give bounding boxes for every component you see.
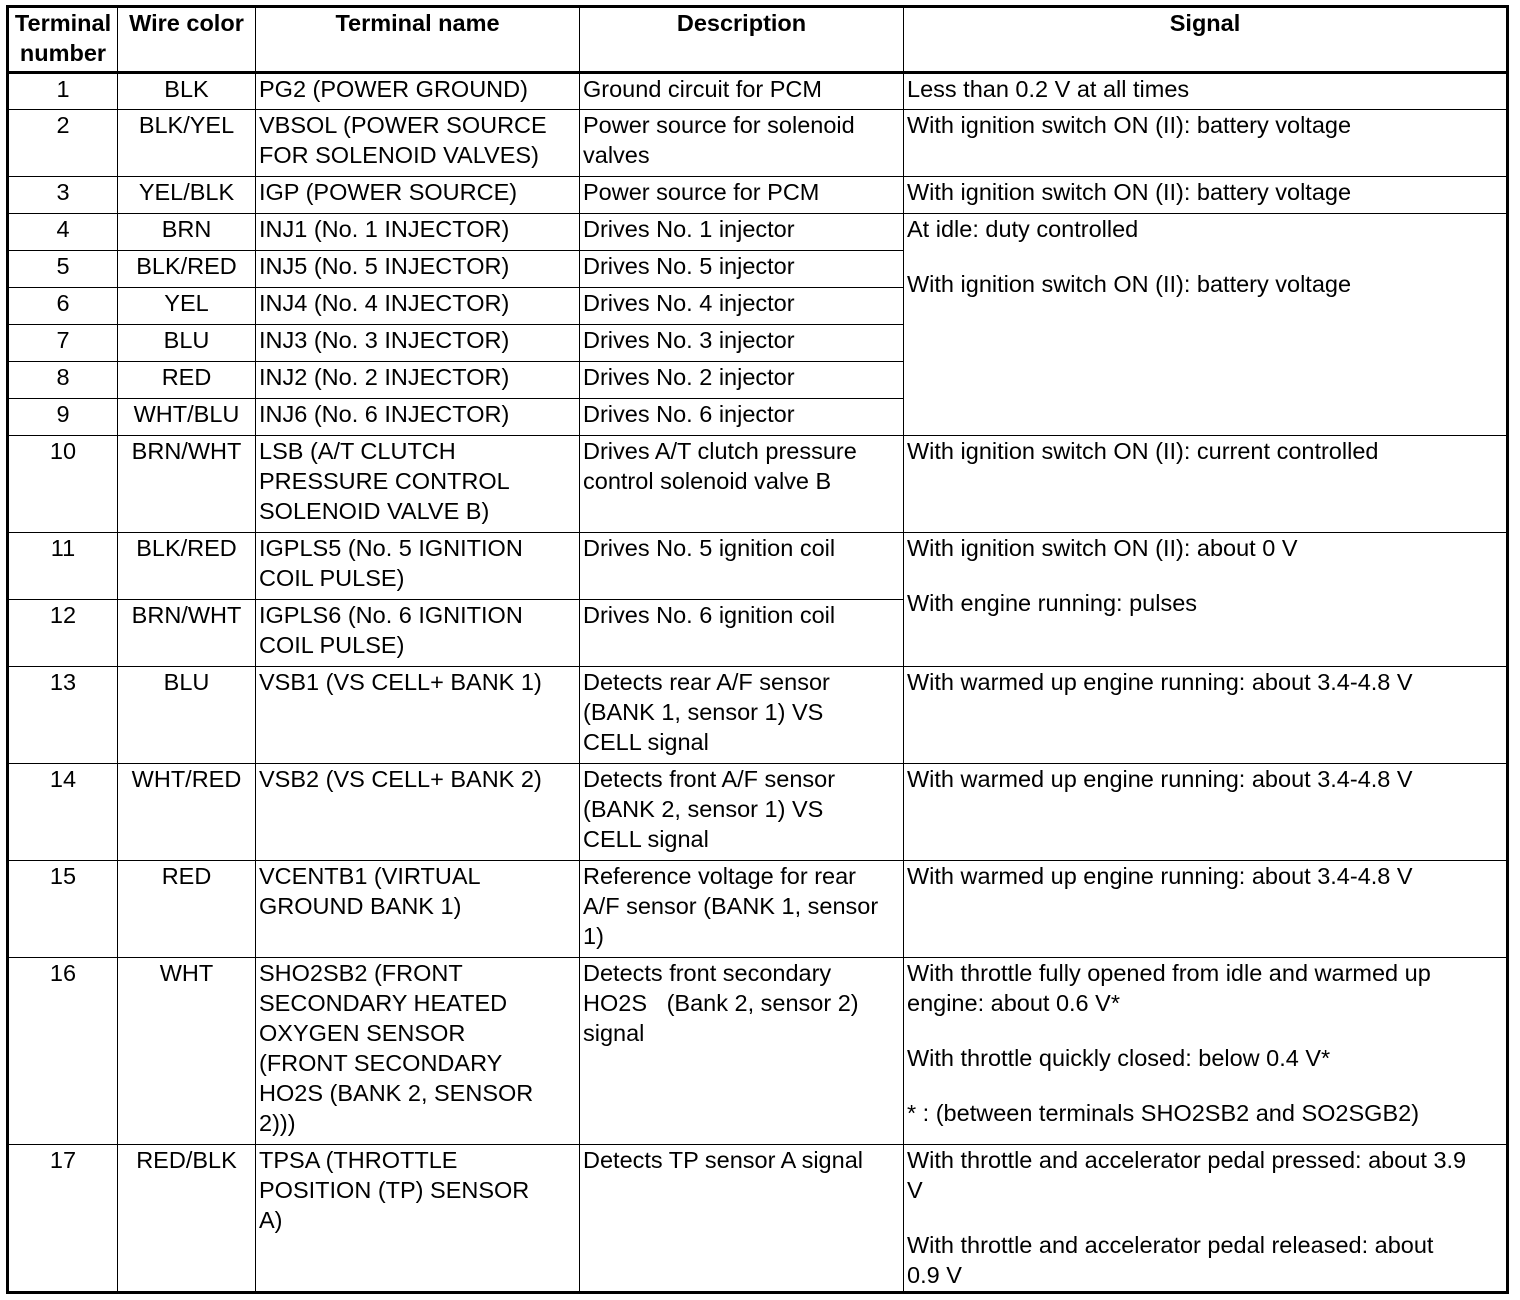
terminal-number: 7 — [8, 325, 118, 362]
description: Drives No. 6 ignition coil — [580, 600, 904, 667]
terminal-name: INJ5 (No. 5 INJECTOR) — [256, 251, 580, 288]
header-wire-color: Wire color — [118, 7, 256, 73]
terminal-number: 4 — [8, 214, 118, 251]
terminal-number: 2 — [8, 110, 118, 177]
description: Drives No. 2 injector — [580, 362, 904, 399]
wire-color: YEL — [118, 288, 256, 325]
terminal-number: 12 — [8, 600, 118, 667]
table-row — [8, 214, 1508, 251]
terminal-number: 8 — [8, 362, 118, 399]
table-row — [8, 958, 1508, 1145]
terminal-number: 3 — [8, 177, 118, 214]
terminal-name: LSB (A/T CLUTCH PRESSURE CONTROL SOLENOID VALVE B) — [256, 436, 580, 533]
description: Detects TP sensor A signal — [580, 1145, 904, 1293]
terminal-name: IGP (POWER SOURCE) — [256, 177, 580, 214]
header-terminal-number: Terminal number — [8, 7, 118, 73]
table-row — [8, 533, 1508, 600]
terminal-number: 13 — [8, 667, 118, 764]
wire-color: BLU — [118, 325, 256, 362]
description: Detects rear A/F sensor (BANK 1, sensor 1) VS CELL signal — [580, 667, 904, 764]
terminal-name: INJ6 (No. 6 INJECTOR) — [256, 399, 580, 436]
wire-color: BRN/WHT — [118, 436, 256, 533]
terminal-name: VBSOL (POWER SOURCE FOR SOLENOID VALVES) — [256, 110, 580, 177]
description: Drives No. 6 injector — [580, 399, 904, 436]
wire-color: WHT/RED — [118, 764, 256, 861]
terminal-number: 6 — [8, 288, 118, 325]
signal: With warmed up engine running: about 3.4-4.8 V — [904, 764, 1508, 861]
table-row — [8, 1145, 1508, 1293]
terminal-name: VCENTB1 (VIRTUAL GROUND BANK 1) — [256, 861, 580, 958]
wire-color: BLK/RED — [118, 533, 256, 600]
wire-color: WHT — [118, 958, 256, 1145]
terminal-number: 9 — [8, 399, 118, 436]
terminal-name: IGPLS5 (No. 5 IGNITION COIL PULSE) — [256, 533, 580, 600]
signal: With ignition switch ON (II): current controlled — [904, 436, 1508, 533]
table-row — [8, 861, 1508, 958]
terminal-name: VSB1 (VS CELL+ BANK 1) — [256, 667, 580, 764]
wire-color: BLK/RED — [118, 251, 256, 288]
wire-color: BRN — [118, 214, 256, 251]
wire-color: RED — [118, 861, 256, 958]
terminal-name: INJ1 (No. 1 INJECTOR) — [256, 214, 580, 251]
wire-color: BLK — [118, 73, 256, 110]
description: Ground circuit for PCM — [580, 73, 904, 110]
wire-color: RED/BLK — [118, 1145, 256, 1293]
terminal-number: 14 — [8, 764, 118, 861]
wire-color: BLK/YEL — [118, 110, 256, 177]
terminal-table — [6, 5, 1509, 1294]
terminal-name: PG2 (POWER GROUND) — [256, 73, 580, 110]
description: Drives No. 5 injector — [580, 251, 904, 288]
signal: With warmed up engine running: about 3.4-4.8 V — [904, 861, 1508, 958]
description: Detects front secondary HO2S (Bank 2, sensor 2) signal — [580, 958, 904, 1145]
signal: At idle: duty controlled With ignition switch ON (II): battery voltage — [904, 214, 1508, 436]
description: Power source for PCM — [580, 177, 904, 214]
signal: With warmed up engine running: about 3.4-4.8 V — [904, 667, 1508, 764]
terminal-name: INJ3 (No. 3 INJECTOR) — [256, 325, 580, 362]
terminal-name: VSB2 (VS CELL+ BANK 2) — [256, 764, 580, 861]
description: Drives No. 5 ignition coil — [580, 533, 904, 600]
signal: With ignition switch ON (II): battery voltage — [904, 177, 1508, 214]
description: Drives No. 4 injector — [580, 288, 904, 325]
description: Drives A/T clutch pressure control solenoid valve B — [580, 436, 904, 533]
terminal-number: 11 — [8, 533, 118, 600]
header-row — [8, 7, 1508, 73]
terminal-number: 15 — [8, 861, 118, 958]
signal: With throttle fully opened from idle and warmed up engine: about 0.6 V* With throttle quickly closed: below 0.4 V* * : (between terminals SHO2SB2 and SO2SGB2) — [904, 958, 1508, 1145]
signal: With throttle and accelerator pedal pressed: about 3.9 V With throttle and accelerator pedal released: about 0.9 V — [904, 1145, 1508, 1293]
terminal-name: INJ2 (No. 2 INJECTOR) — [256, 362, 580, 399]
terminal-number: 1 — [8, 73, 118, 110]
wire-color: RED — [118, 362, 256, 399]
table-row — [8, 436, 1508, 533]
signal: With ignition switch ON (II): about 0 V With engine running: pulses — [904, 533, 1508, 667]
wire-color: BLU — [118, 667, 256, 764]
description: Detects front A/F sensor (BANK 2, sensor 1) VS CELL signal — [580, 764, 904, 861]
header-description: Description — [580, 7, 904, 73]
header-signal: Signal — [904, 7, 1508, 73]
terminal-number: 10 — [8, 436, 118, 533]
terminal-number: 17 — [8, 1145, 118, 1293]
wire-color: BRN/WHT — [118, 600, 256, 667]
table-row — [8, 764, 1508, 861]
wire-color: YEL/BLK — [118, 177, 256, 214]
table-row — [8, 73, 1508, 110]
description: Drives No. 1 injector — [580, 214, 904, 251]
terminal-name: IGPLS6 (No. 6 IGNITION COIL PULSE) — [256, 600, 580, 667]
table-row — [8, 110, 1508, 177]
terminal-number: 5 — [8, 251, 118, 288]
signal: With ignition switch ON (II): battery voltage — [904, 110, 1508, 177]
signal: Less than 0.2 V at all times — [904, 73, 1508, 110]
header-terminal-name: Terminal name — [256, 7, 580, 73]
description: Drives No. 3 injector — [580, 325, 904, 362]
description: Reference voltage for rear A/F sensor (BANK 1, sensor 1) — [580, 861, 904, 958]
table-row — [8, 667, 1508, 764]
table-row — [8, 177, 1508, 214]
terminal-name: INJ4 (No. 4 INJECTOR) — [256, 288, 580, 325]
terminal-name: TPSA (THROTTLE POSITION (TP) SENSOR A) — [256, 1145, 580, 1293]
terminal-name: SHO2SB2 (FRONT SECONDARY HEATED OXYGEN SENSOR (FRONT SECONDARY HO2S (BANK 2, SENSOR 2))) — [256, 958, 580, 1145]
description: Power source for solenoid valves — [580, 110, 904, 177]
terminal-number: 16 — [8, 958, 118, 1145]
wire-color: WHT/BLU — [118, 399, 256, 436]
